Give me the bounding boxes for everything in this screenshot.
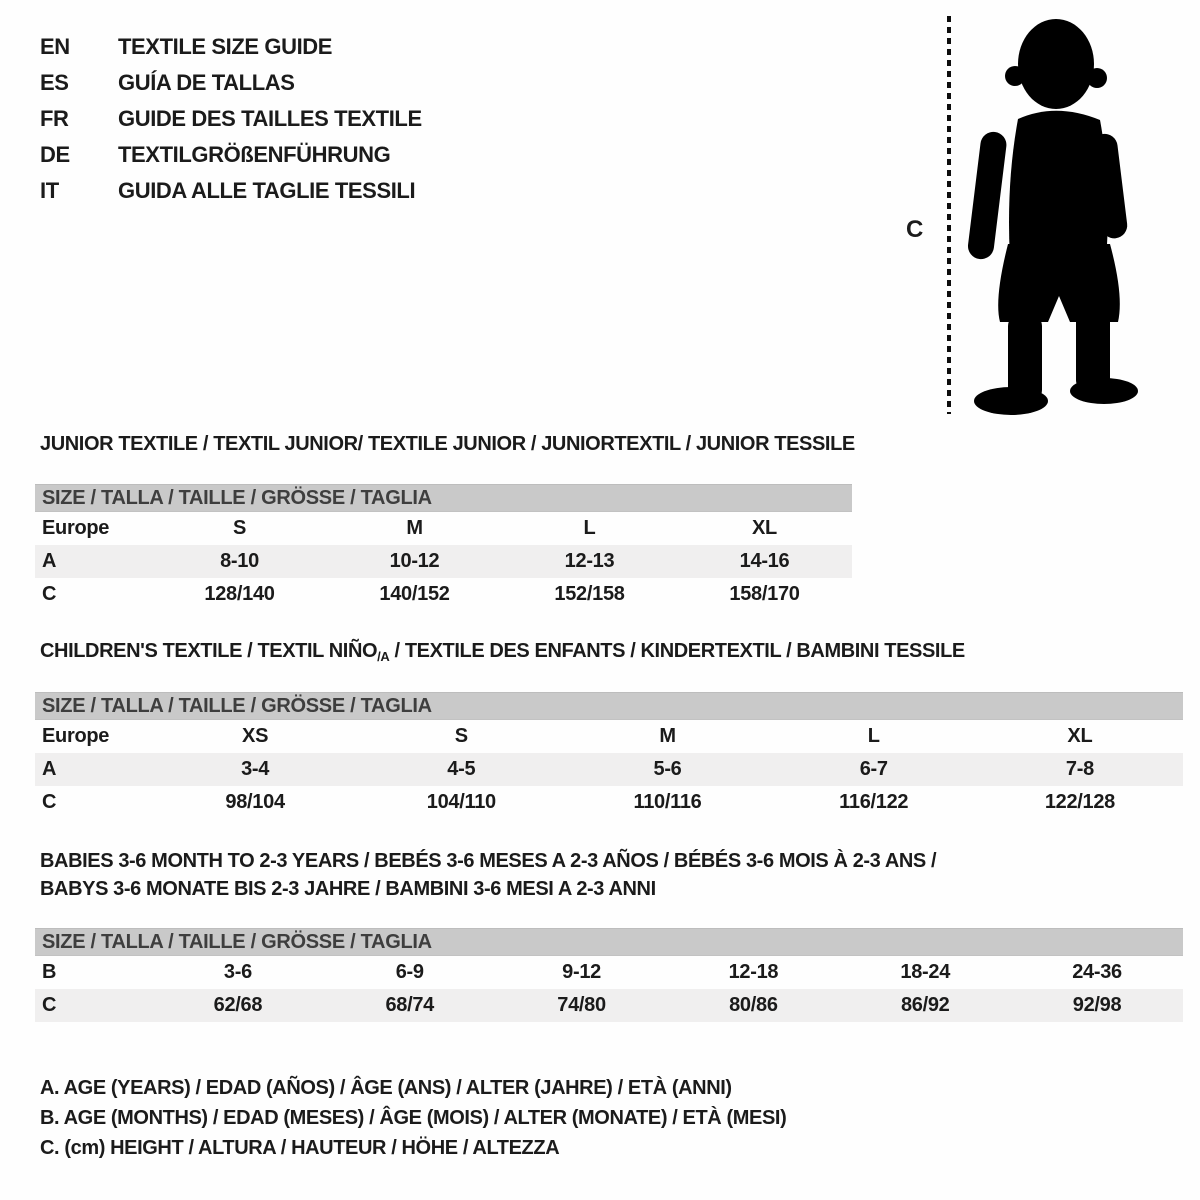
babies-title-line2: BABYS 3-6 MONATE BIS 2-3 JAHRE / BAMBINI 3-6 MESI A 2-3 ANNI [40, 878, 656, 900]
table-cell: 116/122 [839, 791, 909, 813]
table-cell: S [454, 725, 468, 747]
row-label: C [42, 583, 57, 605]
table-cell: 140/152 [379, 583, 450, 605]
table-cell: 152/158 [554, 583, 625, 605]
row-label: C [42, 994, 57, 1016]
children-table-rows [35, 720, 1183, 819]
lang-label: GUÍA DE TALLAS [118, 70, 295, 95]
table-cell: 80/86 [729, 994, 778, 1016]
children-title-suffix: / TEXTILE DES ENFANTS / KINDERTEXTIL / BAMBINI TESSILE [389, 640, 965, 662]
legend-line-c: C. (cm) HEIGHT / ALTURA / HAUTEUR / HÖHE / ALTEZZA [40, 1137, 560, 1159]
table-cell: 7-8 [1065, 758, 1094, 780]
lang-row-it [40, 173, 422, 209]
table-cell: XL [752, 517, 777, 539]
lang-code: DE [40, 142, 70, 167]
row-label: Europe [42, 517, 110, 539]
table-row [35, 989, 1183, 1022]
lang-label: TEXTILE SIZE GUIDE [118, 34, 333, 59]
children-title-prefix: CHILDREN'S TEXTILE / TEXTIL NIÑO [40, 640, 378, 662]
row-label: Europe [42, 725, 110, 747]
table-cell: 8-10 [220, 550, 259, 572]
language-list [40, 29, 422, 209]
table-cell: 6-7 [859, 758, 888, 780]
lang-code: ES [40, 70, 69, 95]
table-cell: 68/74 [385, 994, 435, 1016]
table-cell: 128/140 [204, 583, 275, 605]
children-title-subscript: /A [377, 649, 390, 664]
table-row [35, 512, 852, 545]
table-cell: 62/68 [213, 994, 263, 1016]
lang-row-es [40, 65, 422, 101]
table-cell: 3-6 [223, 961, 252, 983]
legend [40, 1073, 786, 1163]
table-row [35, 786, 1183, 819]
table-cell: 3-4 [241, 758, 270, 780]
junior-size-table [35, 484, 852, 611]
row-label: C [42, 791, 57, 813]
lang-row-de [40, 137, 422, 173]
table-cell: 14-16 [739, 550, 790, 572]
junior-size-header-band: SIZE / TALLA / TAILLE / GRÖSSE / TAGLIA [35, 484, 852, 512]
table-row [35, 753, 1183, 786]
children-section-title [40, 640, 965, 664]
lang-label: GUIDE DES TAILLES TEXTILE [118, 106, 422, 131]
table-cell: 158/170 [729, 583, 800, 605]
table-cell: M [406, 517, 423, 539]
height-measure-label-c: C [906, 216, 924, 243]
lang-code: EN [40, 34, 70, 59]
table-cell: XS [242, 725, 269, 747]
table-row [35, 720, 1183, 753]
legend-line-b: B. AGE (MONTHS) / EDAD (MESES) / ÂGE (MOIS) / ALTER (MONATE) / ETÀ (MESI) [40, 1107, 787, 1129]
table-cell: 9-12 [562, 961, 601, 983]
table-cell: M [659, 725, 676, 747]
table-cell: XL [1067, 725, 1093, 747]
height-measure-dashed-line [947, 16, 951, 414]
junior-table-rows [35, 512, 852, 611]
lang-code: IT [40, 178, 59, 203]
legend-line-a: A. AGE (YEARS) / EDAD (AÑOS) / ÂGE (ANS) / ALTER (JAHRE) / ETÀ (ANNI) [40, 1077, 732, 1099]
row-label: A [42, 758, 57, 780]
babies-title-line1: BABIES 3-6 MONTH TO 2-3 YEARS / BEBÉS 3-6 MESES A 2-3 AÑOS / BÉBÉS 3-6 MOIS À 2-3 ANS / [40, 850, 937, 872]
table-cell: 24-36 [1072, 961, 1122, 983]
table-cell: 12-13 [564, 550, 615, 572]
table-row [35, 578, 852, 611]
table-cell: 10-12 [389, 550, 440, 572]
table-cell: 98/104 [225, 791, 285, 813]
table-cell: 74/80 [557, 994, 606, 1016]
lang-row-en [40, 29, 422, 65]
junior-section-title: JUNIOR TEXTILE / TEXTIL JUNIOR/ TEXTILE JUNIOR / JUNIORTEXTIL / JUNIOR TESSILE [40, 433, 855, 455]
babies-section-title [40, 847, 936, 903]
table-cell: L [583, 517, 596, 539]
table-cell: 92/98 [1072, 994, 1122, 1016]
baby-silhouette-icon [956, 14, 1141, 419]
lang-label: TEXTILGRÖßENFÜHRUNG [118, 142, 391, 167]
table-cell: 18-24 [900, 961, 951, 983]
babies-size-header-band: SIZE / TALLA / TAILLE / GRÖSSE / TAGLIA [35, 928, 1183, 956]
table-cell: S [232, 517, 247, 539]
table-cell: 4-5 [447, 758, 476, 780]
table-cell: 86/92 [900, 994, 950, 1016]
table-cell: 122/128 [1044, 791, 1116, 813]
table-cell: 110/116 [633, 791, 702, 813]
lang-row-fr [40, 101, 422, 137]
children-size-table [35, 692, 1183, 819]
lang-code: FR [40, 106, 69, 131]
table-cell: 12-18 [728, 961, 779, 983]
babies-table-rows [35, 956, 1183, 1022]
row-label: A [42, 550, 57, 572]
table-cell: 104/110 [426, 791, 496, 813]
lang-label: GUIDA ALLE TAGLIE TESSILI [118, 178, 416, 203]
table-row [35, 956, 1183, 989]
row-label: B [42, 961, 57, 983]
table-cell: 6-9 [395, 961, 424, 983]
children-size-header-band: SIZE / TALLA / TAILLE / GRÖSSE / TAGLIA [35, 692, 1183, 720]
babies-size-table [35, 928, 1183, 1022]
table-cell: 5-6 [653, 758, 682, 780]
table-cell: L [867, 725, 880, 747]
table-row [35, 545, 852, 578]
